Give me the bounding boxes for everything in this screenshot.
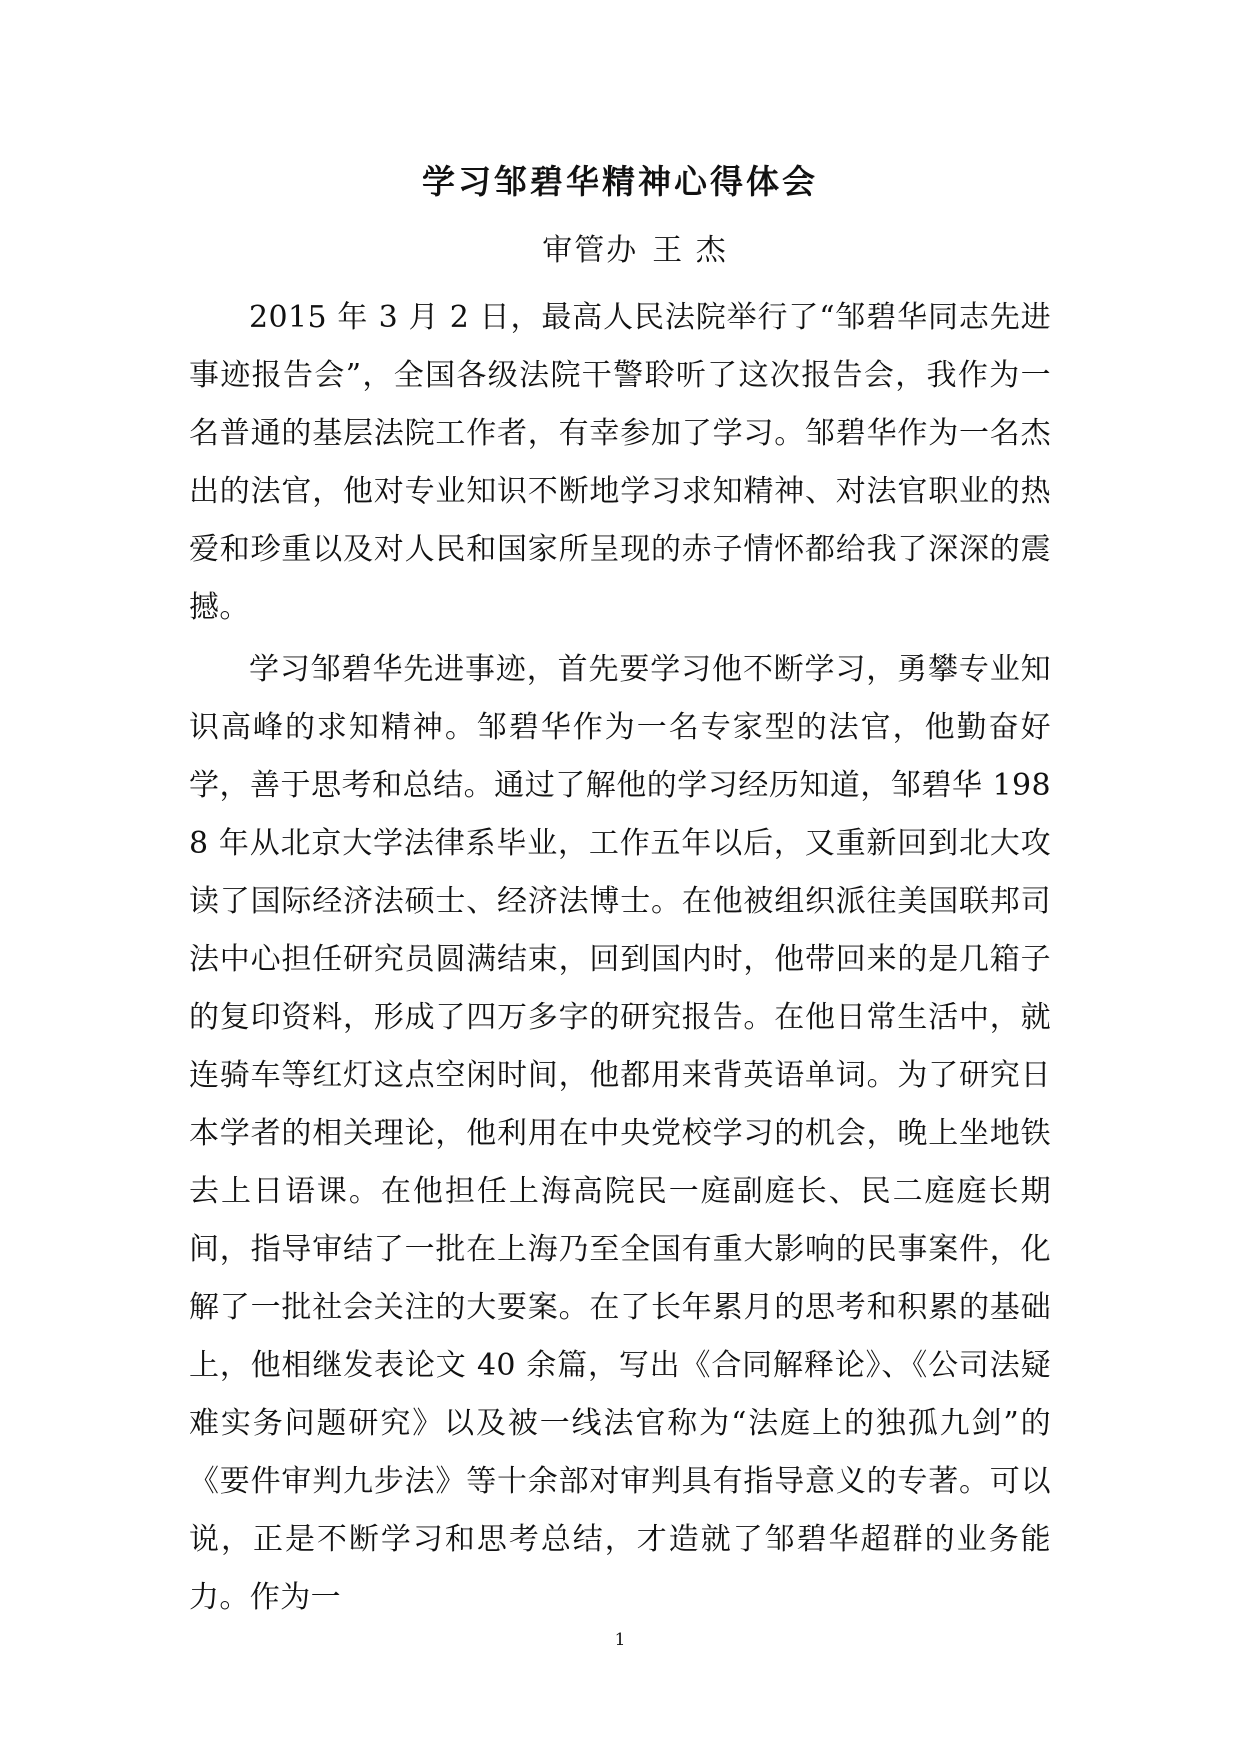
document-title: 学习邹碧华精神心得体会 [422, 162, 818, 201]
author-name: 王 杰 [652, 233, 728, 268]
author-line [0, 229, 1240, 273]
paragraph-1: 2015 年 3 月 2 日，最高人民法院举行了“邹碧华同志先进事迹报告会”，全国各级法院干警聆听了这次报告会，我作为一名普通的基层法院工作者，有幸参加了学习。邹碧华作为一名杰出的法官，他对专业知识不断地学习求知精神、对法官职业的热爱和珍重以及对人民和国家所呈现的赤子情怀都给我了深深的震撼。 [189, 300, 1051, 625]
author-unit: 审管办 [542, 233, 639, 268]
page-number: 1 [614, 1630, 626, 1650]
paragraph-2: 学习邹碧华先进事迹，首先要学习他不断学习，勇攀专业知识高峰的求知精神。邹碧华作为一名专家型的法官，他勤奋好学，善于思考和总结。通过了解他的学习经历知道，邹碧华 1988 年从北京大学法律系毕业，工作五年以后，又重新回到北大攻读了国际经济法硕士、经济法博士。在他被组织派往美国联邦司法中心担任研究员圆满结束，回到国内时，他带回来的是几箱子的复印资料，形成了四万多字的研究报告。在他日常生活中，就连骑车等红灯这点空闲时间，他都用来背英语单词。为了研究日本学者的相关理论，他利用在中央党校学习的机会，晚上坐地铁去上日语课。在他担任上海高院民一庭副庭长、民二庭庭长期间，指导审结了一批在上海乃至全国有重大影响的民事案件，化解了一批社会关注的大要案。在了长年累月的思考和积累的基础上，他相继发表论文 40 余篇，写出《合同解释论》、《公司法疑难实务问题研究》以及被一线法官称为“法庭上的独孤九剑”的《要件审判九步法》等十余部对审判具有指导意义的专著。可以说，正是不断学习和思考总结，才造就了邹碧华超群的业务能力。作为一 [189, 652, 1051, 1615]
document-body [189, 289, 1051, 1627]
